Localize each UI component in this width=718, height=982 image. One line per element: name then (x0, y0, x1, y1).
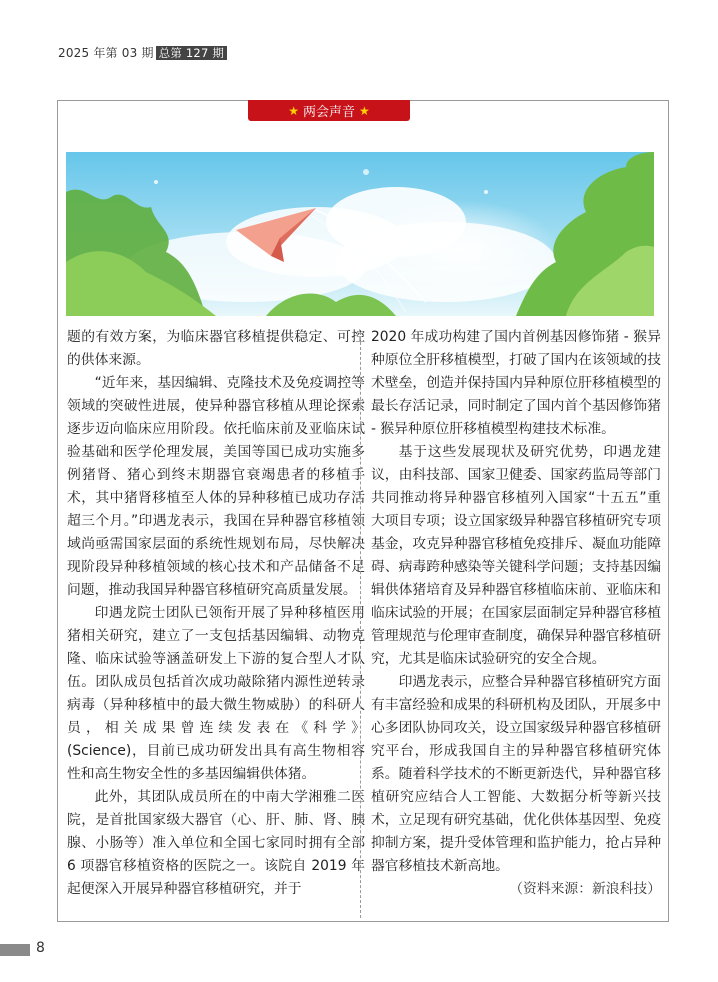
star-icon: ★ (359, 103, 370, 118)
paragraph: 此外，其团队成员所在的中南大学湘雅二医院，是首批国家级大器官（心、肝、肺、肾、胰腺、小肠等）准入单位和全国七家同时拥有全部 6 项器官移植资格的医院之一。该院自 2019 年起便深入开展异种器官移植研究，并于 (67, 789, 365, 897)
paragraph: 印遇龙院士团队已领衔开展了异种移植医用猪相关研究，建立了一支包括基因编辑、动物克隆、临床试验等涵盖研发上下游的复合型人才队伍。团队成员包括首次成功敲除猪内源性逆转录病毒（异种移植中的最大微生物威胁）的科研人员，相关成果曾连续发表在《科学》(Science)，目前已成功研发出具有高生物相容性和高生物安全性的多基因编辑供体猪。 (67, 605, 365, 782)
star-icon: ★ (288, 103, 299, 118)
section-title: 两会声音 (302, 105, 355, 120)
paragraph: 基于这些发展现状及研究优势，印遇龙建议，由科技部、国家卫健委、国家药监局等部门共同推动将异种器官移植列入国家“十五五”重大项目专项；设立国家级异种器官移植研究专项基金，攻克异种器官移植免疫排斥、凝血功能障碍、病毒跨种感染等关键科学问题；支持基因编辑供体猪培育及异种器官移植临床前、亚临床和临床试验的开展；在国家层面制定异种器官移植管理规范与伦理审查制度，确保异种器官移植研究，尤其是临床试验研究的安全合规。 (371, 444, 661, 667)
paragraph: “近年来，基因编辑、克隆技术及免疫调控等领域的突破性进展，使异种器官移植从理论探索逐步迈向临床应用阶段。依托临床前及亚临床试验基础和医学伦理发展，美国等国已成功实施多例猪肾、猪心到终末期器官衰竭患者的移植手术，其中猪肾移植至人体的异种移植已成功存活超三个月。”印遇龙表示，我国在异种器官移植领域尚亟需国家层面的系统性规划布局，尽快解决现阶段异种移植领域的核心技术和产品储备不足问题，推动我国异种器官移植研究高质量发展。 (67, 375, 365, 598)
column-divider (360, 332, 361, 918)
paper-plane-sky-illustration (66, 152, 654, 316)
banner-image (66, 152, 654, 316)
volume-badge: 总第 127 期 (156, 46, 227, 60)
source-note: （资料来源：新浪科技） (509, 881, 661, 897)
right-column (371, 326, 661, 901)
paragraph: 印遇龙表示，应整合异种器官移植研究方面有丰富经验和成果的科研机构及团队，开展多中心多团队协同攻关，设立国家级异种器官移植研究平台，形成我国自主的异种器官移植研究体系。随着科学技术的不断更新迭代，异种器官移植研究应结合人工智能、大数据分析等新兴技术，立足现有研究基础，优化供体基因型、免疫抑制方案，提升受体管理和监护能力，抢占异种器官移植技术新高地。 (371, 674, 661, 874)
issue-number: 2025 年第 03 期 (58, 46, 154, 60)
page-number: 8 (36, 940, 45, 956)
left-column (67, 326, 365, 901)
paragraph: 题的有效方案，为临床器官移植提供稳定、可控的供体来源。 (67, 329, 365, 368)
footer-bar (0, 944, 30, 956)
sun-glow (286, 172, 566, 312)
section-tab (248, 100, 410, 121)
paragraph: 2020 年成功构建了国内首例基因修饰猪 - 猴异种原位全肝移植模型，打破了国内在该领域的技术壁垒，创造并保持国内异种原位肝移植模型的最长存活记录，同时制定了国内首个基因修饰猪 - 猴异种原位肝移植模型构建技术标准。 (371, 329, 661, 437)
issue-label (58, 44, 227, 61)
